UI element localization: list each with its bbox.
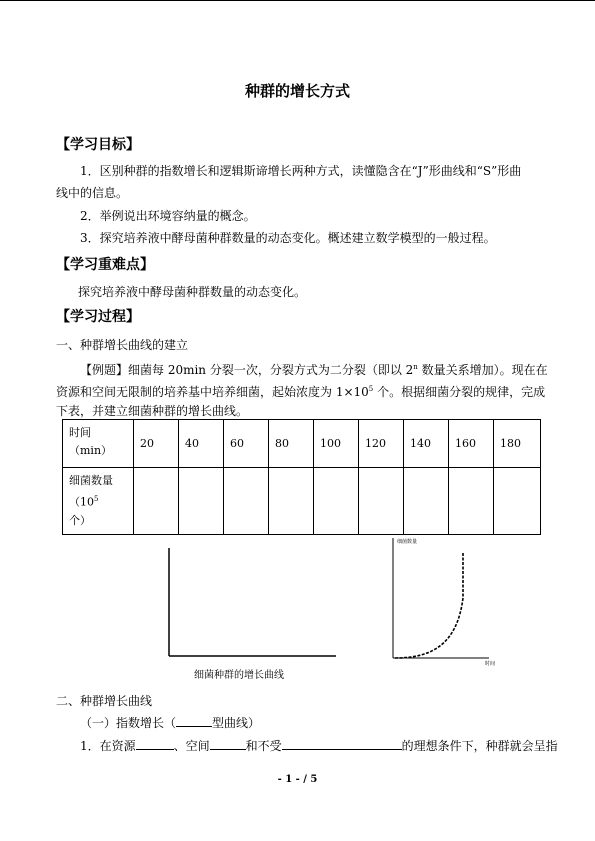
table-cell-count xyxy=(179,468,224,535)
page-top-border xyxy=(0,0,595,1)
table-cell-time: 80 xyxy=(269,420,314,468)
example-line-2: 资源和空间无限制的培养基中培养细菌，起始浓度为 $1\times 10^5$ 个。根据细菌分裂的规律，完成 xyxy=(56,385,546,399)
table-cell-count xyxy=(134,468,179,535)
part-1-heading: 一、种群增长曲线的建立 xyxy=(56,338,189,352)
j-curve-y-label: 细菌数量 xyxy=(397,539,418,545)
table-cell-count xyxy=(314,468,359,535)
j-curve-line xyxy=(395,552,463,658)
item-1: 1．在资源 、空间 和不受 的理想条件下，种群就会呈指 xyxy=(80,739,558,753)
bacteria-data-table xyxy=(62,419,541,535)
table-cell-time: 120 xyxy=(359,420,404,468)
figure-caption: 细菌种群的增长曲线 xyxy=(194,670,284,681)
page-title: 种群的增长方式 xyxy=(244,82,350,100)
table-cell-time: 160 xyxy=(449,420,494,468)
goal-1-line-2: 线中的信息。 xyxy=(56,186,129,200)
goal-2: 2．举例说出环境容纳量的概念。 xyxy=(80,209,256,223)
blank-space xyxy=(210,737,246,750)
j-curve-figure xyxy=(385,534,520,669)
subsection-exponential: （一）指数增长（ 型曲线） xyxy=(80,716,261,730)
table-cell-time: 100 xyxy=(314,420,359,468)
key-points-text: 探究培养液中酵母菌种群数量的动态变化。 xyxy=(78,285,307,299)
table-cell-count xyxy=(359,468,404,535)
part-2-heading: 二、种群增长曲线 xyxy=(56,694,153,708)
goal-1-line-1: 1．区别种群的指数增长和逻辑斯谛增长两种方式，读懂隐含在“J”形曲线和“S”形曲 xyxy=(80,164,522,178)
table-header-count: 细菌数量 （$10^5$ 个） xyxy=(63,468,134,535)
blank-condition xyxy=(282,737,402,750)
key-points-heading: 【学习重难点】 xyxy=(56,257,154,273)
page-footer: - 1 - / 5 xyxy=(277,774,318,785)
blank-axes-figure xyxy=(160,548,340,663)
example-line-3: 下表，并建立细菌种群的增长曲线。 xyxy=(56,404,249,418)
table-row-count xyxy=(63,468,541,535)
table-cell-time: 60 xyxy=(224,420,269,468)
table-cell-time: 140 xyxy=(404,420,449,468)
table-cell-count xyxy=(224,468,269,535)
example-line-1: 【例题】细菌每 20min 分裂一次，分裂方式为二分裂（即以 2$^n$ 数量关系增加）。现在在 xyxy=(80,363,548,377)
table-row-time xyxy=(63,420,541,468)
table-cell-count xyxy=(449,468,494,535)
table-cell-count xyxy=(404,468,449,535)
table-cell-time: 40 xyxy=(179,420,224,468)
blank-resource xyxy=(136,737,174,750)
blank-curve-type xyxy=(176,714,212,727)
process-heading: 【学习过程】 xyxy=(56,309,140,325)
table-cell-count xyxy=(494,468,541,535)
table-cell-count xyxy=(269,468,314,535)
goal-3: 3．探究培养液中酵母菌种群数量的动态变化。概述建立数学模型的一般过程。 xyxy=(80,231,496,245)
j-curve-x-label: 时间 xyxy=(485,661,496,667)
goals-heading: 【学习目标】 xyxy=(56,137,140,153)
table-cell-time: 20 xyxy=(134,420,179,468)
table-cell-time: 180 xyxy=(494,420,541,468)
table-header-time: 时间 （min） xyxy=(63,420,134,468)
